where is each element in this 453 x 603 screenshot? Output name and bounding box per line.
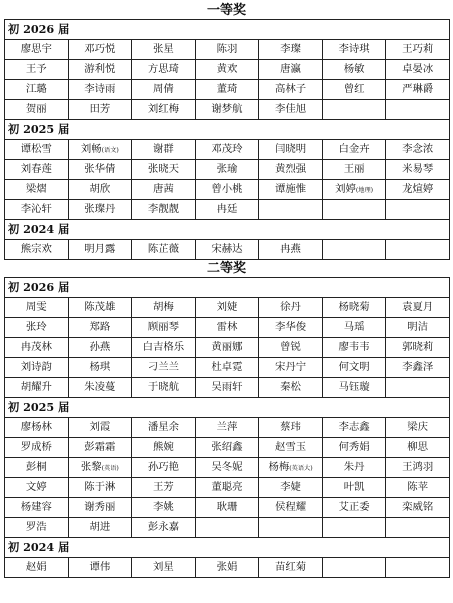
winner-name-cell: 龙煊婷 [386, 180, 450, 200]
winner-name-cell: 张绍鑫 [195, 438, 259, 458]
winner-name-cell: 游利悦 [68, 60, 132, 80]
name-row [5, 438, 450, 458]
winner-name-cell: 罗浩 [5, 518, 69, 538]
winner-name-cell: 叶凯 [322, 478, 386, 498]
winner-name-cell: 刁兰兰 [132, 358, 196, 378]
winner-name-cell: 柳思 [386, 438, 450, 458]
winner-name-cell: 江璐 [5, 80, 69, 100]
winner-name: 刘畅 [80, 143, 102, 156]
winner-name-cell: 胡进 [68, 518, 132, 538]
winner-name-cell: 张玲 [5, 318, 69, 338]
winner-name-cell: 张晓天 [132, 160, 196, 180]
winner-name-cell: 张娟 [195, 558, 259, 578]
winner-name-cell [322, 100, 386, 120]
winner-name-cell: 李鑫泽 [386, 358, 450, 378]
winner-name-cell [386, 200, 450, 220]
winner-name-cell: 贺丽 [5, 100, 69, 120]
winner-name-cell: 陈苹 [386, 478, 450, 498]
winner-name-cell: 熊婉 [132, 438, 196, 458]
winner-name-cell: 陈芷薇 [132, 240, 196, 260]
winner-name-cell: 兰萍 [195, 418, 259, 438]
winner-name-cell: 赵雪玉 [259, 438, 323, 458]
cohort-heading: 初 2026 届 [5, 278, 450, 298]
winner-name-cell [68, 458, 132, 478]
winner-name-cell: 郑路 [68, 318, 132, 338]
winner-name-cell: 雷林 [195, 318, 259, 338]
winner-name-cell: 侯程耀 [259, 498, 323, 518]
winner-name-cell [322, 200, 386, 220]
cohort-row [5, 398, 450, 418]
name-row [5, 418, 450, 438]
winner-name-cell: 李璨 [259, 40, 323, 60]
cohort-heading: 初 2024 届 [5, 220, 450, 240]
winner-name-cell: 杨琪 [68, 358, 132, 378]
winner-name-cell: 陈羽 [195, 40, 259, 60]
subject-note: (语文) [101, 147, 119, 155]
winner-name-cell [322, 240, 386, 260]
winner-name-cell: 彭永嘉 [132, 518, 196, 538]
winner-name-cell: 张华倩 [68, 160, 132, 180]
winner-name-cell: 罗成桥 [5, 438, 69, 458]
winner-name-cell: 谭施惟 [259, 180, 323, 200]
winner-name-cell [259, 458, 323, 478]
winner-name-cell: 胡耀升 [5, 378, 69, 398]
cohort-row [5, 120, 450, 140]
winner-name-cell: 耿珊 [195, 498, 259, 518]
name-row [5, 478, 450, 498]
winner-name-cell [195, 518, 259, 538]
winner-name-cell: 李志鑫 [322, 418, 386, 438]
winner-name-cell: 冉燕 [259, 240, 323, 260]
name-row [5, 180, 450, 200]
winner-name-cell: 方思琦 [132, 60, 196, 80]
winner-name-cell: 邓巧悦 [68, 40, 132, 60]
winner-name-cell: 李佳旭 [259, 100, 323, 120]
name-row [5, 498, 450, 518]
name-row [5, 378, 450, 398]
winner-name-cell: 袁夏月 [386, 298, 450, 318]
name-row [5, 518, 450, 538]
winner-name-cell: 黄丽娜 [195, 338, 259, 358]
winner-name-cell: 梁熠 [5, 180, 69, 200]
winner-name-cell: 朱丹 [322, 458, 386, 478]
winner-name-cell: 赵娟 [5, 558, 69, 578]
winner-name-cell [322, 518, 386, 538]
winner-name-cell: 李诗琪 [322, 40, 386, 60]
winner-name-cell: 吴雨轩 [195, 378, 259, 398]
winner-name-cell: 邓茂玲 [195, 140, 259, 160]
winner-name-cell [322, 180, 386, 200]
winner-name-cell: 董聪亮 [195, 478, 259, 498]
cohort-row [5, 538, 450, 558]
winner-name-cell: 米易琴 [386, 160, 450, 180]
winner-name-cell: 马钰璇 [322, 378, 386, 398]
winner-name-cell: 唐茜 [132, 180, 196, 200]
winner-name-cell: 王予 [5, 60, 69, 80]
name-row [5, 80, 450, 100]
winner-name-cell: 王芳 [132, 478, 196, 498]
winner-name-cell: 闫晓明 [259, 140, 323, 160]
winner-name-cell: 文婷 [5, 478, 69, 498]
cohort-heading: 初 2025 届 [5, 398, 450, 418]
winner-name-cell: 何秀娟 [322, 438, 386, 458]
winner-name-cell: 谢群 [132, 140, 196, 160]
winner-name-cell: 刘春莲 [5, 160, 69, 180]
winner-name-cell: 刘婕 [195, 298, 259, 318]
winner-name-cell: 张璨丹 [68, 200, 132, 220]
winner-name-cell: 张星 [132, 40, 196, 60]
winner-name-cell [386, 100, 450, 120]
winner-name-cell: 李婕 [259, 478, 323, 498]
winner-name-cell: 艾正委 [322, 498, 386, 518]
winner-name-cell: 熊宗欢 [5, 240, 69, 260]
second-prize-table [4, 277, 450, 578]
winner-name-cell: 苗红菊 [259, 558, 323, 578]
winner-name-cell: 廖韦韦 [322, 338, 386, 358]
winner-name-cell [259, 518, 323, 538]
winner-name-cell: 黄烈强 [259, 160, 323, 180]
cohort-heading: 初 2025 届 [5, 120, 450, 140]
name-row [5, 40, 450, 60]
winner-name-cell: 胡梅 [132, 298, 196, 318]
winner-name-cell: 王丽 [322, 160, 386, 180]
winner-name-cell: 刘星 [132, 558, 196, 578]
winner-name-cell: 董琦 [195, 80, 259, 100]
name-row [5, 100, 450, 120]
winner-name-cell: 谭松雪 [5, 140, 69, 160]
winner-name-cell: 明洁 [386, 318, 450, 338]
name-row [5, 318, 450, 338]
winner-name-cell: 冉茂林 [5, 338, 69, 358]
cohort-row [5, 220, 450, 240]
winner-name-cell: 张瑜 [195, 160, 259, 180]
winner-name-cell: 谭伟 [68, 558, 132, 578]
winner-name-cell [68, 140, 132, 160]
winner-name-cell: 孙巧艳 [132, 458, 196, 478]
winner-name-cell: 杨敏 [322, 60, 386, 80]
winner-name-cell: 王巧莉 [386, 40, 450, 60]
name-row [5, 358, 450, 378]
winner-name: 杨梅 [268, 461, 290, 474]
winner-name-cell: 栾威铭 [386, 498, 450, 518]
winner-name-cell: 梁庆 [386, 418, 450, 438]
name-row [5, 200, 450, 220]
cohort-heading: 初 2026 届 [5, 20, 450, 40]
winner-name-cell: 明月露 [68, 240, 132, 260]
winner-name-cell: 卓晏冰 [386, 60, 450, 80]
name-row [5, 140, 450, 160]
winner-name-cell: 高林子 [259, 80, 323, 100]
winner-name-cell: 严琳爵 [386, 80, 450, 100]
winner-name-cell: 刘诗韵 [5, 358, 69, 378]
winner-name-cell [386, 240, 450, 260]
winner-name-cell: 何文明 [322, 358, 386, 378]
winner-name-cell: 杨建容 [5, 498, 69, 518]
name-row [5, 60, 450, 80]
cohort-heading: 初 2024 届 [5, 538, 450, 558]
winner-name-cell: 谢秀丽 [68, 498, 132, 518]
winner-name-cell: 彭桐 [5, 458, 69, 478]
winner-name-cell: 于晓航 [132, 378, 196, 398]
winner-name-cell: 杜卓霓 [195, 358, 259, 378]
winner-name-cell: 曾红 [322, 80, 386, 100]
winner-name-cell: 郭晓莉 [386, 338, 450, 358]
winner-name-cell: 王鸿羽 [386, 458, 450, 478]
second-prize-title: 二等奖 [206, 261, 246, 276]
name-row [5, 458, 450, 478]
winner-name-cell [322, 558, 386, 578]
winner-name-cell: 李靓靓 [132, 200, 196, 220]
winner-name-cell [386, 518, 450, 538]
name-row [5, 240, 450, 260]
winner-name-cell: 杨晓菊 [322, 298, 386, 318]
winner-name-cell: 秦松 [259, 378, 323, 398]
winner-name-cell: 廖杨林 [5, 418, 69, 438]
winner-name-cell [259, 200, 323, 220]
winner-name-cell: 李沁轩 [5, 200, 69, 220]
winner-name-cell: 顾丽琴 [132, 318, 196, 338]
winner-name-cell: 田芳 [68, 100, 132, 120]
winner-name-cell: 潘星余 [132, 418, 196, 438]
winner-name-cell: 白金卉 [322, 140, 386, 160]
winner-name-cell: 白吉格乐 [132, 338, 196, 358]
subject-note: (英语) [101, 465, 119, 473]
winner-name: 张黎 [80, 461, 102, 474]
winner-name-cell: 周雯 [5, 298, 69, 318]
winner-name-cell: 徐丹 [259, 298, 323, 318]
winner-name-cell: 陈茂雄 [68, 298, 132, 318]
winner-name-cell: 吴冬妮 [195, 458, 259, 478]
winner-name-cell [386, 378, 450, 398]
winner-name-cell: 黄欢 [195, 60, 259, 80]
winner-name-cell: 廖思宇 [5, 40, 69, 60]
winner-name-cell: 曾锐 [259, 338, 323, 358]
subject-note: (英语大) [289, 465, 313, 473]
winner-name-cell: 曾小桃 [195, 180, 259, 200]
winner-name-cell: 谢梦航 [195, 100, 259, 120]
winner-name: 刘婷 [335, 183, 356, 196]
name-row [5, 338, 450, 358]
winner-name-cell: 孙燕 [68, 338, 132, 358]
winner-name-cell: 李诗雨 [68, 80, 132, 100]
winner-name-cell: 李姚 [132, 498, 196, 518]
winner-name-cell: 周倩 [132, 80, 196, 100]
winner-name-cell: 唐瀛 [259, 60, 323, 80]
winner-name-cell: 刘霞 [68, 418, 132, 438]
winner-name-cell: 陈于淋 [68, 478, 132, 498]
cohort-row [5, 278, 450, 298]
name-row [5, 558, 450, 578]
winner-name-cell: 李念浓 [386, 140, 450, 160]
winner-name-cell: 刘红梅 [132, 100, 196, 120]
winner-name-cell: 宋丹宁 [259, 358, 323, 378]
winner-name-cell: 朱凌蔓 [68, 378, 132, 398]
name-row [5, 298, 450, 318]
award-list-page [0, 3, 453, 603]
subject-note: (地理) [355, 187, 374, 195]
winner-name-cell: 蔡玮 [259, 418, 323, 438]
winner-name-cell: 马瑶 [322, 318, 386, 338]
first-prize-table [4, 19, 450, 260]
first-prize-title: 一等奖 [206, 3, 246, 18]
winner-name-cell: 宋赫达 [195, 240, 259, 260]
cohort-row [5, 20, 450, 40]
name-row [5, 160, 450, 180]
winner-name-cell: 胡欣 [68, 180, 132, 200]
winner-name-cell [386, 558, 450, 578]
winner-name-cell: 彭霜霜 [68, 438, 132, 458]
winner-name-cell: 冉廷 [195, 200, 259, 220]
winner-name-cell: 李华俊 [259, 318, 323, 338]
